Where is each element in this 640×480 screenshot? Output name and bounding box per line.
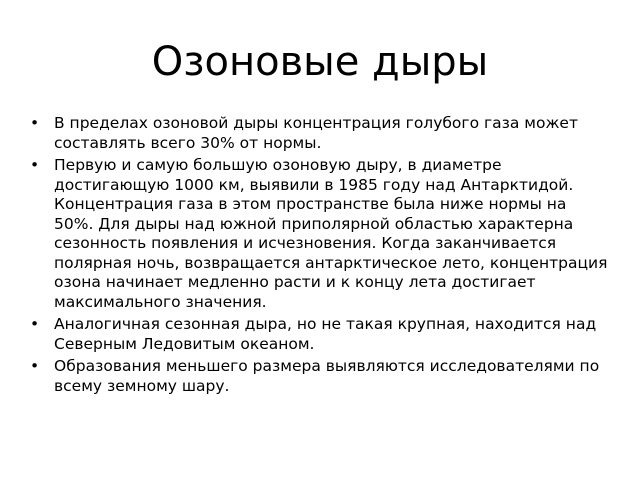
bullet-marker: • [30, 114, 40, 132]
slide-title: Озоновые дыры [151, 39, 489, 85]
bullet-item [30, 315, 608, 354]
bullet-text: Первую и самую большую озоновую дыру, в диаметре достигающую 1000 км, выявили в 1985 году над Антарктидой. Концентрация газа в этом пространстве была ниже нормы на 50%. Для дыры над южной приполярной областью характерна сезонность появления и исчезновения. Когда заканчивается полярная ночь, возвращается антарктическое лето, концентрация озона начинает медленно расти и к концу лета достигает максимального значения. [54, 156, 608, 311]
bullet-text: В пределах озоновой дыры концентрация голубого газа может составлять всего 30% от нормы. [54, 114, 578, 152]
bullet-item [30, 357, 608, 396]
bullet-marker: • [30, 156, 40, 174]
bullet-text: Образования меньшего размера выявляются исследователями по всему земному шару. [54, 357, 600, 395]
bullet-list [30, 114, 608, 399]
bullet-marker: • [30, 357, 40, 375]
bullet-marker: • [30, 315, 40, 333]
bullet-item [30, 114, 608, 153]
bullet-text: Аналогичная сезонная дыра, но не такая крупная, находится над Северным Ледовитым океаном. [54, 315, 597, 353]
bullet-item [30, 156, 608, 312]
